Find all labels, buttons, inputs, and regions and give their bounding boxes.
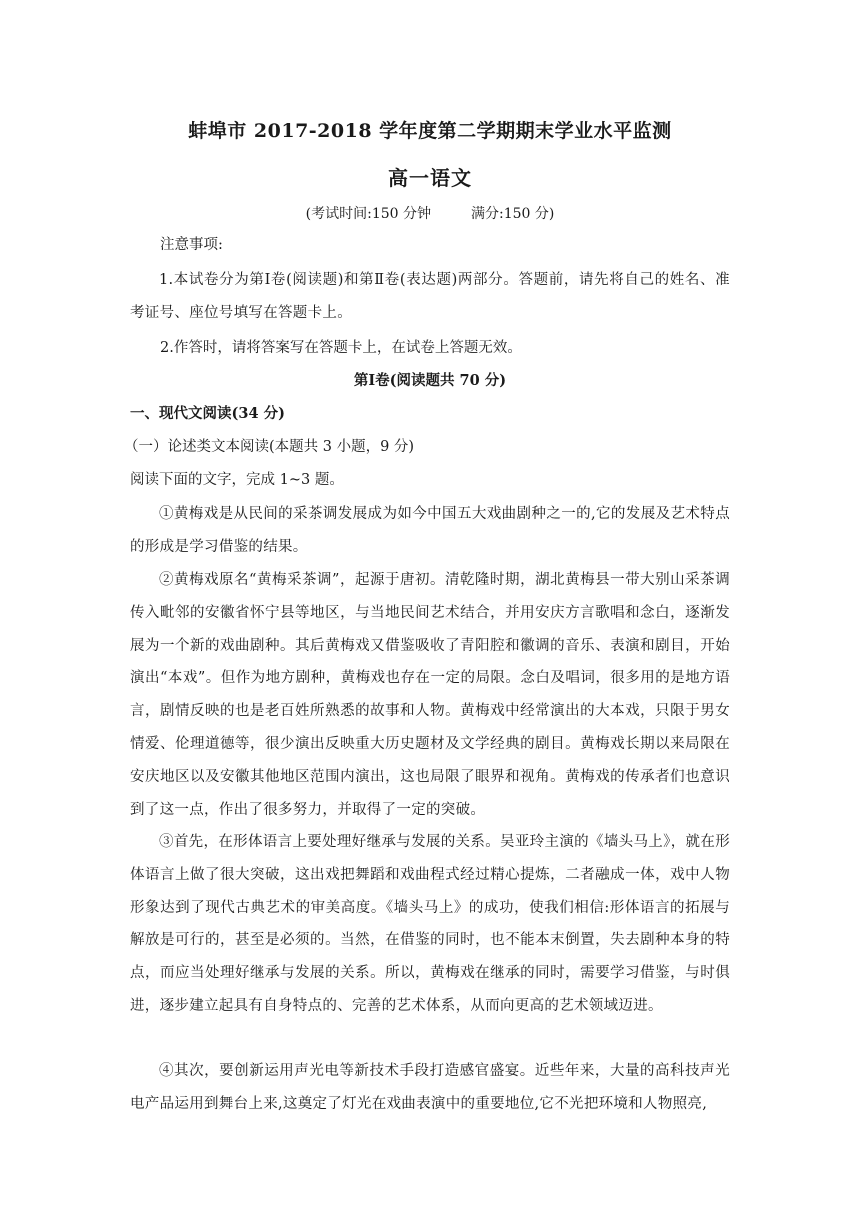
exam-subject: 高一语文 xyxy=(388,166,472,190)
full-score: 满分:150 分) xyxy=(471,206,555,222)
exam-title: 蚌埠市 2017-2018 学年度第二学期期末学业水平监测 xyxy=(188,120,672,142)
notes-item-2: 2.作答时，请将答案写在答题卡上，在试卷上答题无效。 xyxy=(160,340,522,356)
instruction-text: 阅读下面的文字，完成 1~3 题。 xyxy=(130,472,344,488)
volume-heading: 第Ⅰ卷(阅读题共 70 分) xyxy=(353,372,507,389)
subsection-heading: （一）论述类文本阅读(本题共 3 小题，9 分) xyxy=(124,439,415,455)
exam-info xyxy=(0,203,860,223)
passage-paragraph-1: ①黄梅戏是从民间的采茶调发展成为如今中国五大戏曲剧种之一的,它的发展及艺术特点的形成是学习借鉴的结果。 xyxy=(130,506,730,555)
notes-heading: 注意事项: xyxy=(160,237,223,253)
passage-paragraph-2: ②黄梅戏原名“黄梅采茶调”，起源于唐初。清乾隆时期，湖北黄梅县一带大别山采茶调传入毗邻的安徽省怀宁县等地区，与当地民间艺术结合，并用安庆方言歌唱和念白，逐渐发展为一个新的戏曲剧种。其后黄梅戏又借鉴吸收了青阳腔和徽调的音乐、表演和剧目，开始演出“本戏”。但作为地方剧种，黄梅戏也存在一定的局限。念白及唱词，很多用的是地方语言，剧情反映的也是老百姓所熟悉的故事和人物。黄梅戏中经常演出的大本戏，只限于男女情爱、伦理道德等，很少演出反映重大历史题材及文学经典的剧目。黄梅戏长期以来局限在安庆地区以及安徽其他地区范围内演出，这也局限了眼界和视角。黄梅戏的传承者们也意识到了这一点，作出了很多努力，并取得了一定的突破。 xyxy=(130,572,730,818)
exam-time: (考试时间:150 分钟 xyxy=(305,206,431,222)
passage-paragraph-4: ④其次，要创新运用声光电等新技术手段打造感官盛宴。近些年来，大量的高科技声光电产品运用到舞台上来,这奠定了灯光在戏曲表演中的重要地位,它不光把环境和人物照亮, xyxy=(130,1063,730,1112)
notes-item-1: 1.本试卷分为第Ⅰ卷(阅读题)和第Ⅱ卷(表达题)两部分。答题前，请先将自己的姓名、准考证号、座位号填写在答题卡上。 xyxy=(130,272,730,321)
part-heading: 一、现代文阅读(34 分) xyxy=(130,405,285,422)
passage-paragraph-3: ③首先，在形体语言上要处理好继承与发展的关系。吴亚玲主演的《墙头马上》，就在形体语言上做了很大突破，这出戏把舞蹈和戏曲程式经过精心提炼，二者融成一体，戏中人物形象达到了现代古典艺术的审美高度。《墙头马上》的成功，使我们相信:形体语言的拓展与解放是可行的，甚至是必须的。当然，在借鉴的同时，也不能本末倒置，失去剧种本身的特点，而应当处理好继承与发展的关系。所以，黄梅戏在继承的同时，需要学习借鉴，与时俱进，逐步建立起具有自身特点的、完善的艺术体系，从而向更高的艺术领域迈进。 xyxy=(130,834,730,1014)
